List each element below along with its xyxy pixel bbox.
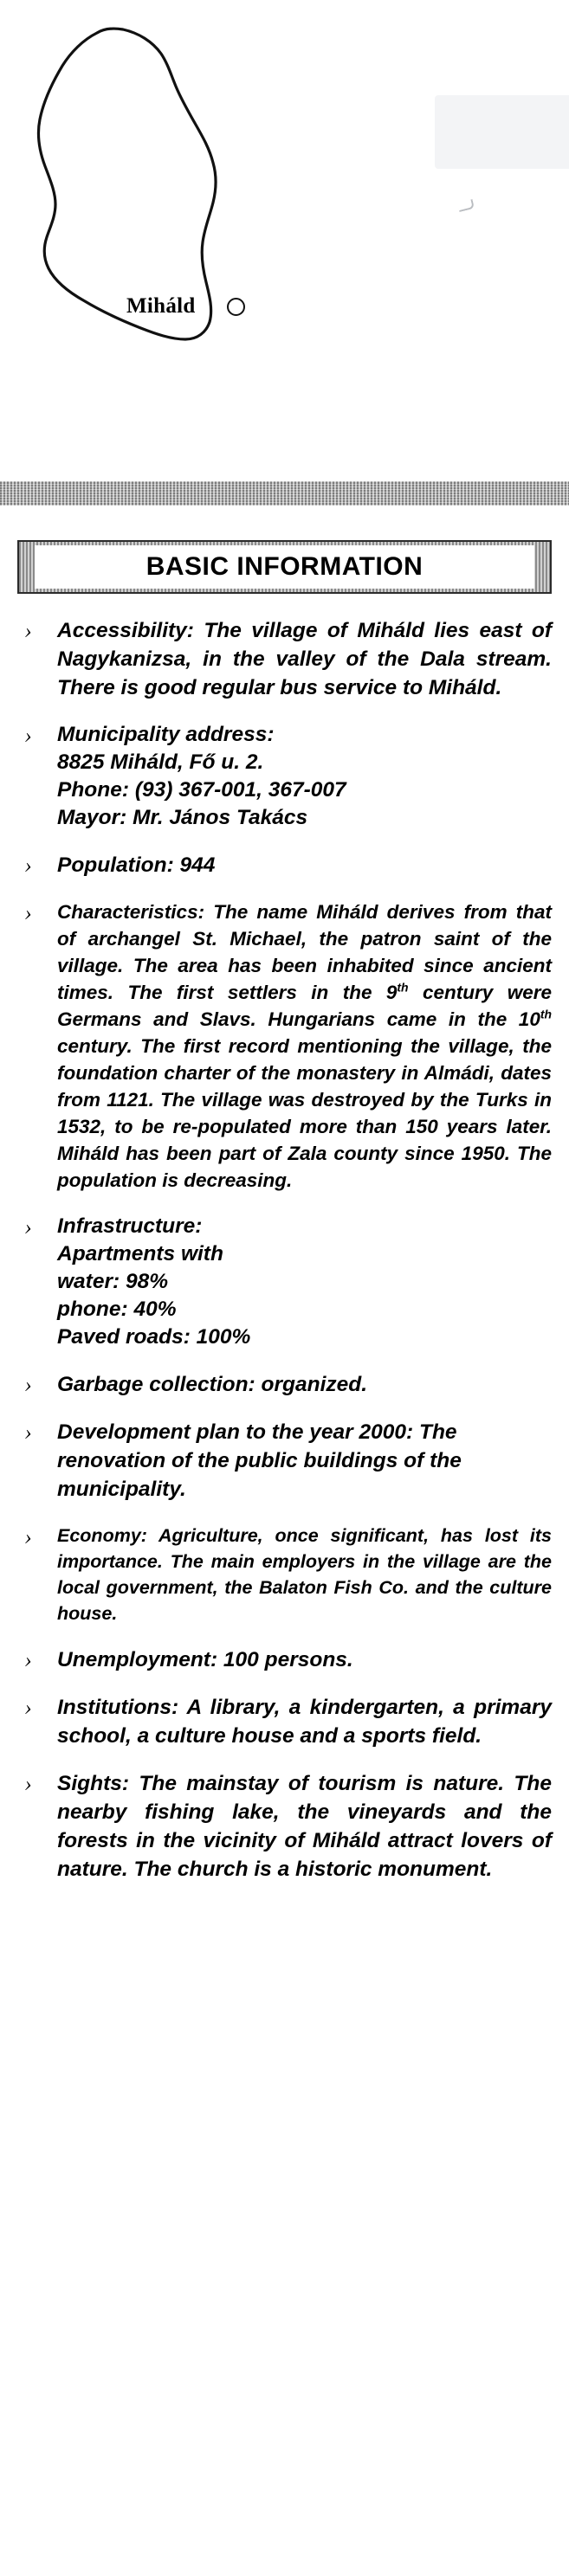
development-plan-text: Development plan to the year 2000: The renovation of the public buildings of the municipality.	[57, 1420, 462, 1501]
bullet-icon: ›	[24, 1214, 32, 1240]
sights-text: Sights: The mainstay of tourism is nature. The nearby fishing lake, the vineyards and the forests in the vicinity of Miháld attract lovers of nature. The church is a historic monument.	[57, 1772, 552, 1881]
map-settlement-label: Miháld	[126, 294, 196, 318]
bullet-icon: ›	[24, 1695, 32, 1720]
bullet-icon: ›	[24, 1647, 32, 1672]
basic-information-list	[17, 616, 552, 1903]
accessibility-text: Accessibility: The village of Miháld lies east of Nagykanizsa, in the valley of the Dala stream. There is good regular bus service to Miháld.	[57, 619, 552, 699]
municipality-address-label: Municipality address:	[57, 723, 275, 746]
municipality-address-street: 8825 Miháld, Fő u. 2.	[57, 750, 264, 774]
economy-text: Economy: Agriculture, once significant, has lost its importance. The main employers in the village are the local government, the Balaton Fish Co. and the culture house.	[57, 1525, 552, 1624]
infrastructure-paved-roads: Paved roads: 100%	[57, 1325, 251, 1349]
bullet-icon: ›	[24, 1524, 32, 1549]
garbage-collection-text: Garbage collection: organized.	[57, 1373, 368, 1396]
map-corner-panel	[435, 95, 569, 169]
list-item-development-plan	[17, 1418, 552, 1504]
bullet-icon: ›	[24, 1771, 32, 1796]
list-item-population	[17, 851, 552, 879]
list-item-characteristics	[17, 898, 552, 1194]
list-item-sights	[17, 1769, 552, 1884]
list-item-institutions	[17, 1693, 552, 1750]
characteristics-part3: century. The first record mentioning the village, the foundation charter of the monastery in Almádi, dates from 1121. The village was destroyed by the Turks in 1532, to be re-populated more than 150 years later. Miháld has been part of Zala county since 1950. The population is decreasing.	[57, 1035, 552, 1191]
village-boundary-map	[17, 26, 294, 372]
municipality-phone: Phone: (93) 367-001, 367-007	[57, 778, 346, 802]
bullet-icon: ›	[24, 618, 32, 643]
characteristics-part2: century were Germans and Slavs. Hungarians came in the 10	[57, 982, 552, 1030]
unemployment-text: Unemployment: 100 persons.	[57, 1648, 353, 1671]
bullet-icon: ›	[24, 900, 32, 925]
population-text: Population: 944	[57, 853, 216, 877]
bullet-icon: ›	[24, 853, 32, 878]
bullet-icon: ›	[24, 1372, 32, 1397]
section-heading-title: BASIC INFORMATION	[145, 552, 424, 581]
characteristics-ordinal-1: th	[397, 980, 409, 995]
list-item-infrastructure	[17, 1213, 552, 1351]
infrastructure-phone: phone: 40%	[57, 1298, 177, 1321]
bullet-icon: ›	[24, 723, 32, 748]
section-heading-inner	[35, 545, 534, 589]
map-figure	[0, 0, 569, 467]
map-corner-curve-icon	[457, 199, 475, 212]
bullet-icon: ›	[24, 1420, 32, 1445]
list-item-accessibility	[17, 616, 552, 702]
characteristics-ordinal-2: th	[540, 1007, 552, 1021]
list-item-municipality-address	[17, 721, 552, 832]
list-item-economy	[17, 1523, 552, 1626]
infrastructure-water: water: 98%	[57, 1270, 169, 1293]
list-item-garbage-collection	[17, 1370, 552, 1399]
characteristics-part1: Characteristics: The name Miháld derives from that of archangel St. Michael, the patron saint of the village. The area has been inhabited since ancient times. The first settlers in the 9	[57, 901, 552, 1003]
list-item-unemployment	[17, 1645, 552, 1674]
infrastructure-label: Infrastructure:	[57, 1214, 203, 1238]
settlement-marker-icon	[227, 298, 245, 316]
section-divider-band	[0, 481, 569, 506]
characteristics-text	[57, 898, 552, 1194]
municipality-mayor: Mayor: Mr. János Takács	[57, 806, 308, 829]
institutions-text: Institutions: A library, a kindergarten, a primary school, a culture house and a sports field.	[57, 1696, 552, 1748]
section-heading	[17, 540, 552, 594]
infrastructure-apartments: Apartments with	[57, 1242, 223, 1265]
